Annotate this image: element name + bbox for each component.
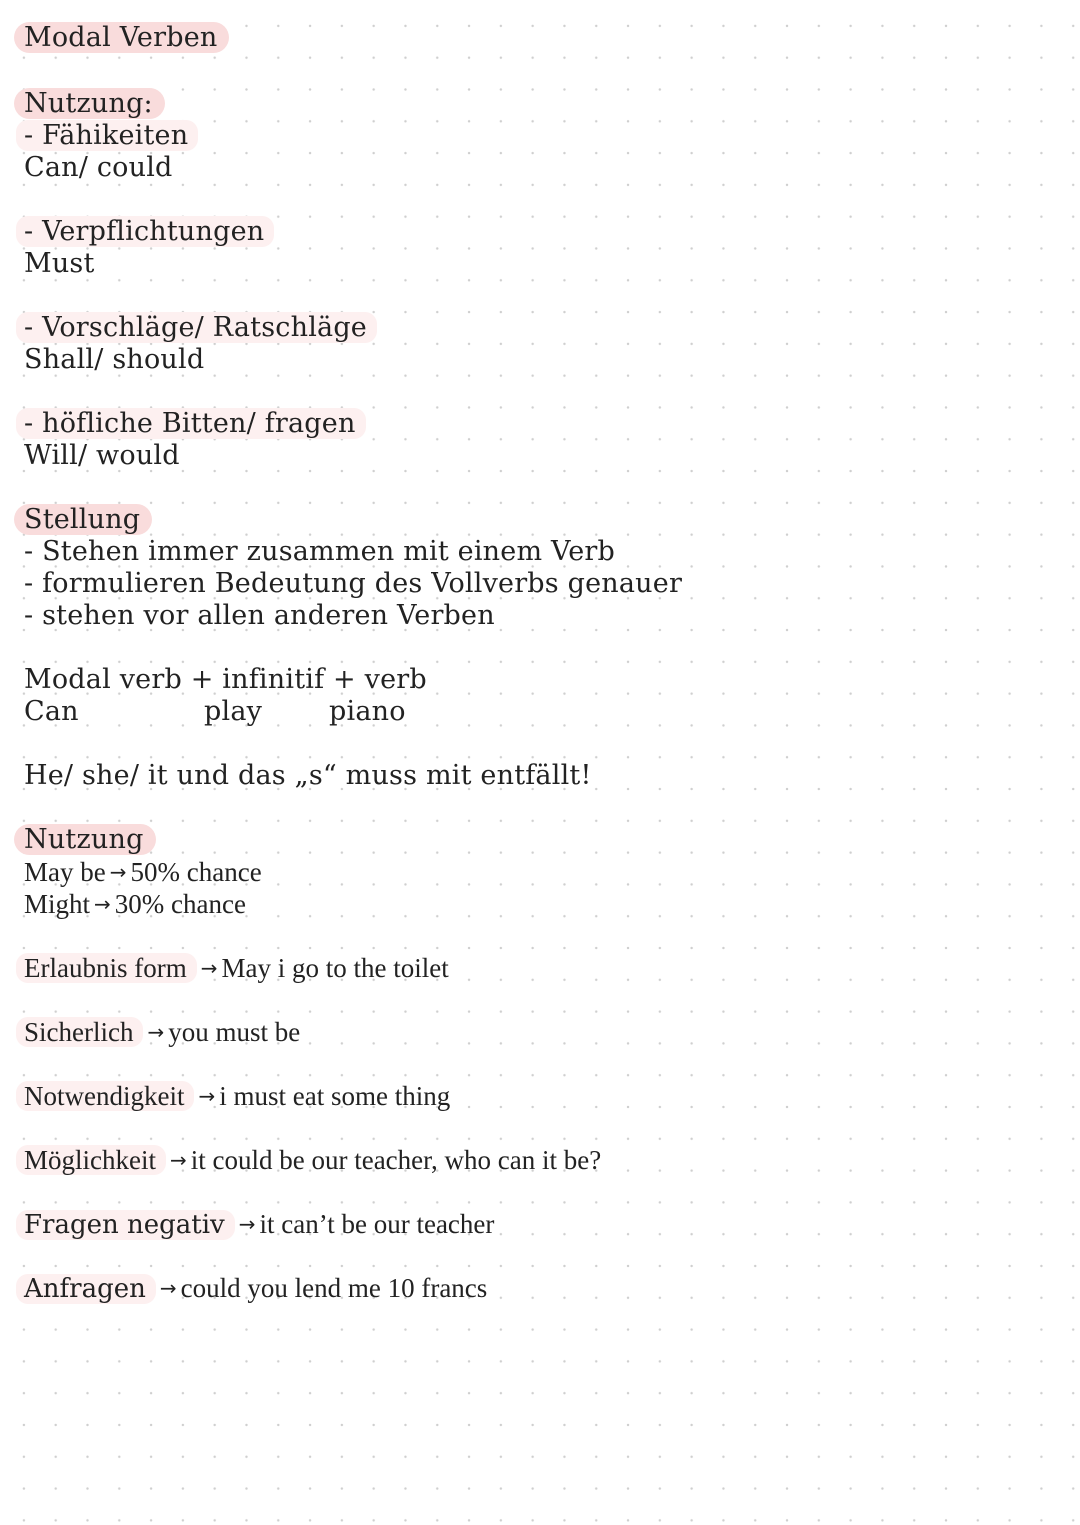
stellung-point: - formulieren Bedeutung des Vollverbs genauer (24, 568, 683, 599)
section-heading-nutzung-2: Nutzung (24, 824, 156, 856)
arrow-right-icon: → (198, 1084, 216, 1108)
usage-item: Fragen negativ → it can’t be our teacher (24, 1208, 494, 1241)
modal-verbs: Must (24, 248, 95, 279)
usage-item: Anfragen → could you lend me 10 francs (24, 1272, 487, 1305)
modal-verbs: Shall/ should (24, 344, 205, 375)
usage-item: Notwendigkeit → i must eat some thing (24, 1080, 450, 1112)
category-label: - Fähikeiten (24, 120, 198, 152)
stellung-point: - stehen vor allen anderen Verben (24, 600, 495, 631)
grammar-rule: He/ she/ it und das „s“ muss mit entfällt! (24, 760, 592, 791)
probability-item: Might → 30% chance (24, 889, 246, 919)
modal-verbs: Will/ would (24, 440, 180, 471)
usage-item: Sicherlich → you must be (24, 1016, 300, 1048)
stellung-point: - Stehen immer zusammen mit einem Verb (24, 536, 616, 567)
arrow-right-icon: → (109, 860, 127, 884)
arrow-right-icon: → (147, 1020, 165, 1044)
arrow-right-icon: → (159, 1276, 177, 1300)
category-label: - Vorschläge/ Ratschläge (24, 312, 377, 344)
modal-verbs: Can/ could (24, 152, 173, 183)
arrow-right-icon: → (200, 956, 218, 980)
structure-example (24, 696, 524, 728)
arrow-right-icon: → (169, 1148, 187, 1172)
category-label: - Verpflichtungen (24, 216, 274, 248)
example-object: piano (329, 696, 406, 727)
section-heading-stellung: Stellung (24, 504, 152, 536)
category-label: - höfliche Bitten/ fragen (24, 408, 366, 440)
usage-item: Möglichkeit → it could be our teacher, who can it be? (24, 1144, 601, 1176)
section-heading-nutzung: Nutzung: (24, 88, 165, 120)
probability-item: May be → 50% chance (24, 857, 262, 887)
example-modal: Can (24, 696, 79, 727)
usage-item: Erlaubnis form → May i go to the toilet (24, 952, 449, 984)
structure-formula: Modal verb + infinitif + verb (24, 664, 427, 695)
arrow-right-icon: → (238, 1212, 256, 1236)
arrow-right-icon: → (94, 892, 111, 916)
example-infinitive: play (204, 696, 263, 727)
page-title: Modal Verben (24, 22, 229, 54)
